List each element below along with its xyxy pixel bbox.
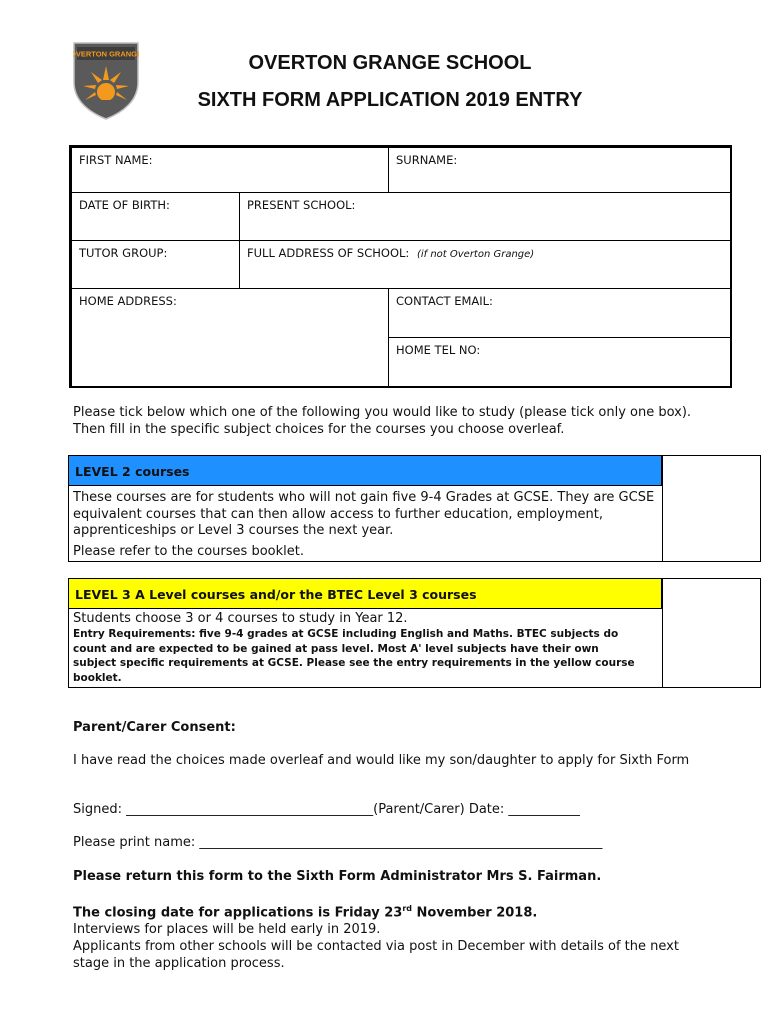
school-address-note: (if not Overton Grange) — [416, 249, 535, 260]
home-address-label: HOME ADDRESS: — [79, 294, 177, 308]
surname-field[interactable] — [388, 147, 732, 193]
dob-label: DATE OF BIRTH: — [79, 198, 170, 212]
instructions: Please tick below which one of the following you would like to study (please tick only one box). Then fill in the specific subject choices for the courses you choose overleaf. — [73, 405, 692, 437]
other-schools-note: Applicants from other schools will be contacted via post in December with details of the next stage in the application process. — [73, 939, 679, 972]
dob-field[interactable] — [71, 192, 240, 241]
school-logo — [73, 42, 139, 120]
closing-info — [73, 900, 713, 972]
consent-heading: Parent/Carer Consent: — [73, 720, 236, 735]
interviews-note: Interviews for places will be held early in 2019. — [73, 922, 381, 938]
level2-description: These courses are for students who will not gain five 9-4 Grades at GCSE. They are GCSE equivalent courses that can then allow access to further education, employment, apprenticeships or Level 3 courses the next year. — [73, 490, 655, 538]
level3-tick-box[interactable] — [662, 578, 761, 688]
contact-email-field[interactable] — [388, 288, 732, 338]
closing-date-suffix: November 2018. — [411, 905, 538, 921]
closing-date-prefix: The closing date for applications is Friday 23 — [73, 905, 403, 921]
surname-label: SURNAME: — [396, 153, 458, 167]
school-address-label: FULL ADDRESS OF SCHOOL: — [247, 246, 410, 260]
tutor-group-label: TUTOR GROUP: — [79, 246, 168, 260]
signature-line[interactable]: Signed: ______________________________________(Parent/Carer) Date: ___________ — [73, 802, 580, 817]
home-tel-field[interactable] — [388, 337, 732, 388]
tutor-group-field[interactable] — [71, 240, 240, 289]
page-title: SIXTH FORM APPLICATION 2019 ENTRY — [197, 89, 583, 111]
print-name-line[interactable]: Please print name: ______________________________________________________________ — [73, 835, 603, 850]
first-name-field[interactable] — [71, 147, 389, 193]
school-address-field[interactable] — [239, 240, 732, 289]
present-school-field[interactable] — [239, 192, 732, 241]
consent-statement: I have read the choices made overleaf and would like my son/daughter to apply for Sixth Form — [73, 753, 690, 768]
closing-date-sup: rd — [402, 904, 412, 913]
school-name: OVERTON GRANGE SCHOOL — [248, 52, 532, 74]
logo-text: OVERTON GRANGE — [73, 49, 139, 59]
details-table — [69, 145, 732, 388]
home-address-field[interactable] — [71, 288, 389, 388]
first-name-label: FIRST NAME: — [79, 153, 153, 167]
level3-description: Students choose 3 or 4 courses to study in Year 12. — [73, 611, 408, 626]
level2-tick-box[interactable] — [662, 455, 761, 562]
home-tel-label: HOME TEL NO: — [396, 343, 481, 357]
level3-requirements: Entry Requirements: five 9-4 grades at GCSE including English and Maths. BTEC subjects do count and are expected to be gained at pass level. Most A' level subjects have their own subject specific requirements at GCSE. Please see the entry requirements in the yellow course booklet. — [73, 628, 635, 684]
level3-heading: LEVEL 3 A Level courses and/or the BTEC Level 3 courses — [68, 578, 662, 609]
contact-email-label: CONTACT EMAIL: — [396, 294, 493, 308]
level2-refer: Please refer to the courses booklet. — [73, 544, 304, 559]
level2-heading: LEVEL 2 courses — [68, 455, 662, 486]
return-note: Please return this form to the Sixth Form Administrator Mrs S. Fairman. — [73, 869, 602, 884]
present-school-label: PRESENT SCHOOL: — [247, 198, 356, 212]
